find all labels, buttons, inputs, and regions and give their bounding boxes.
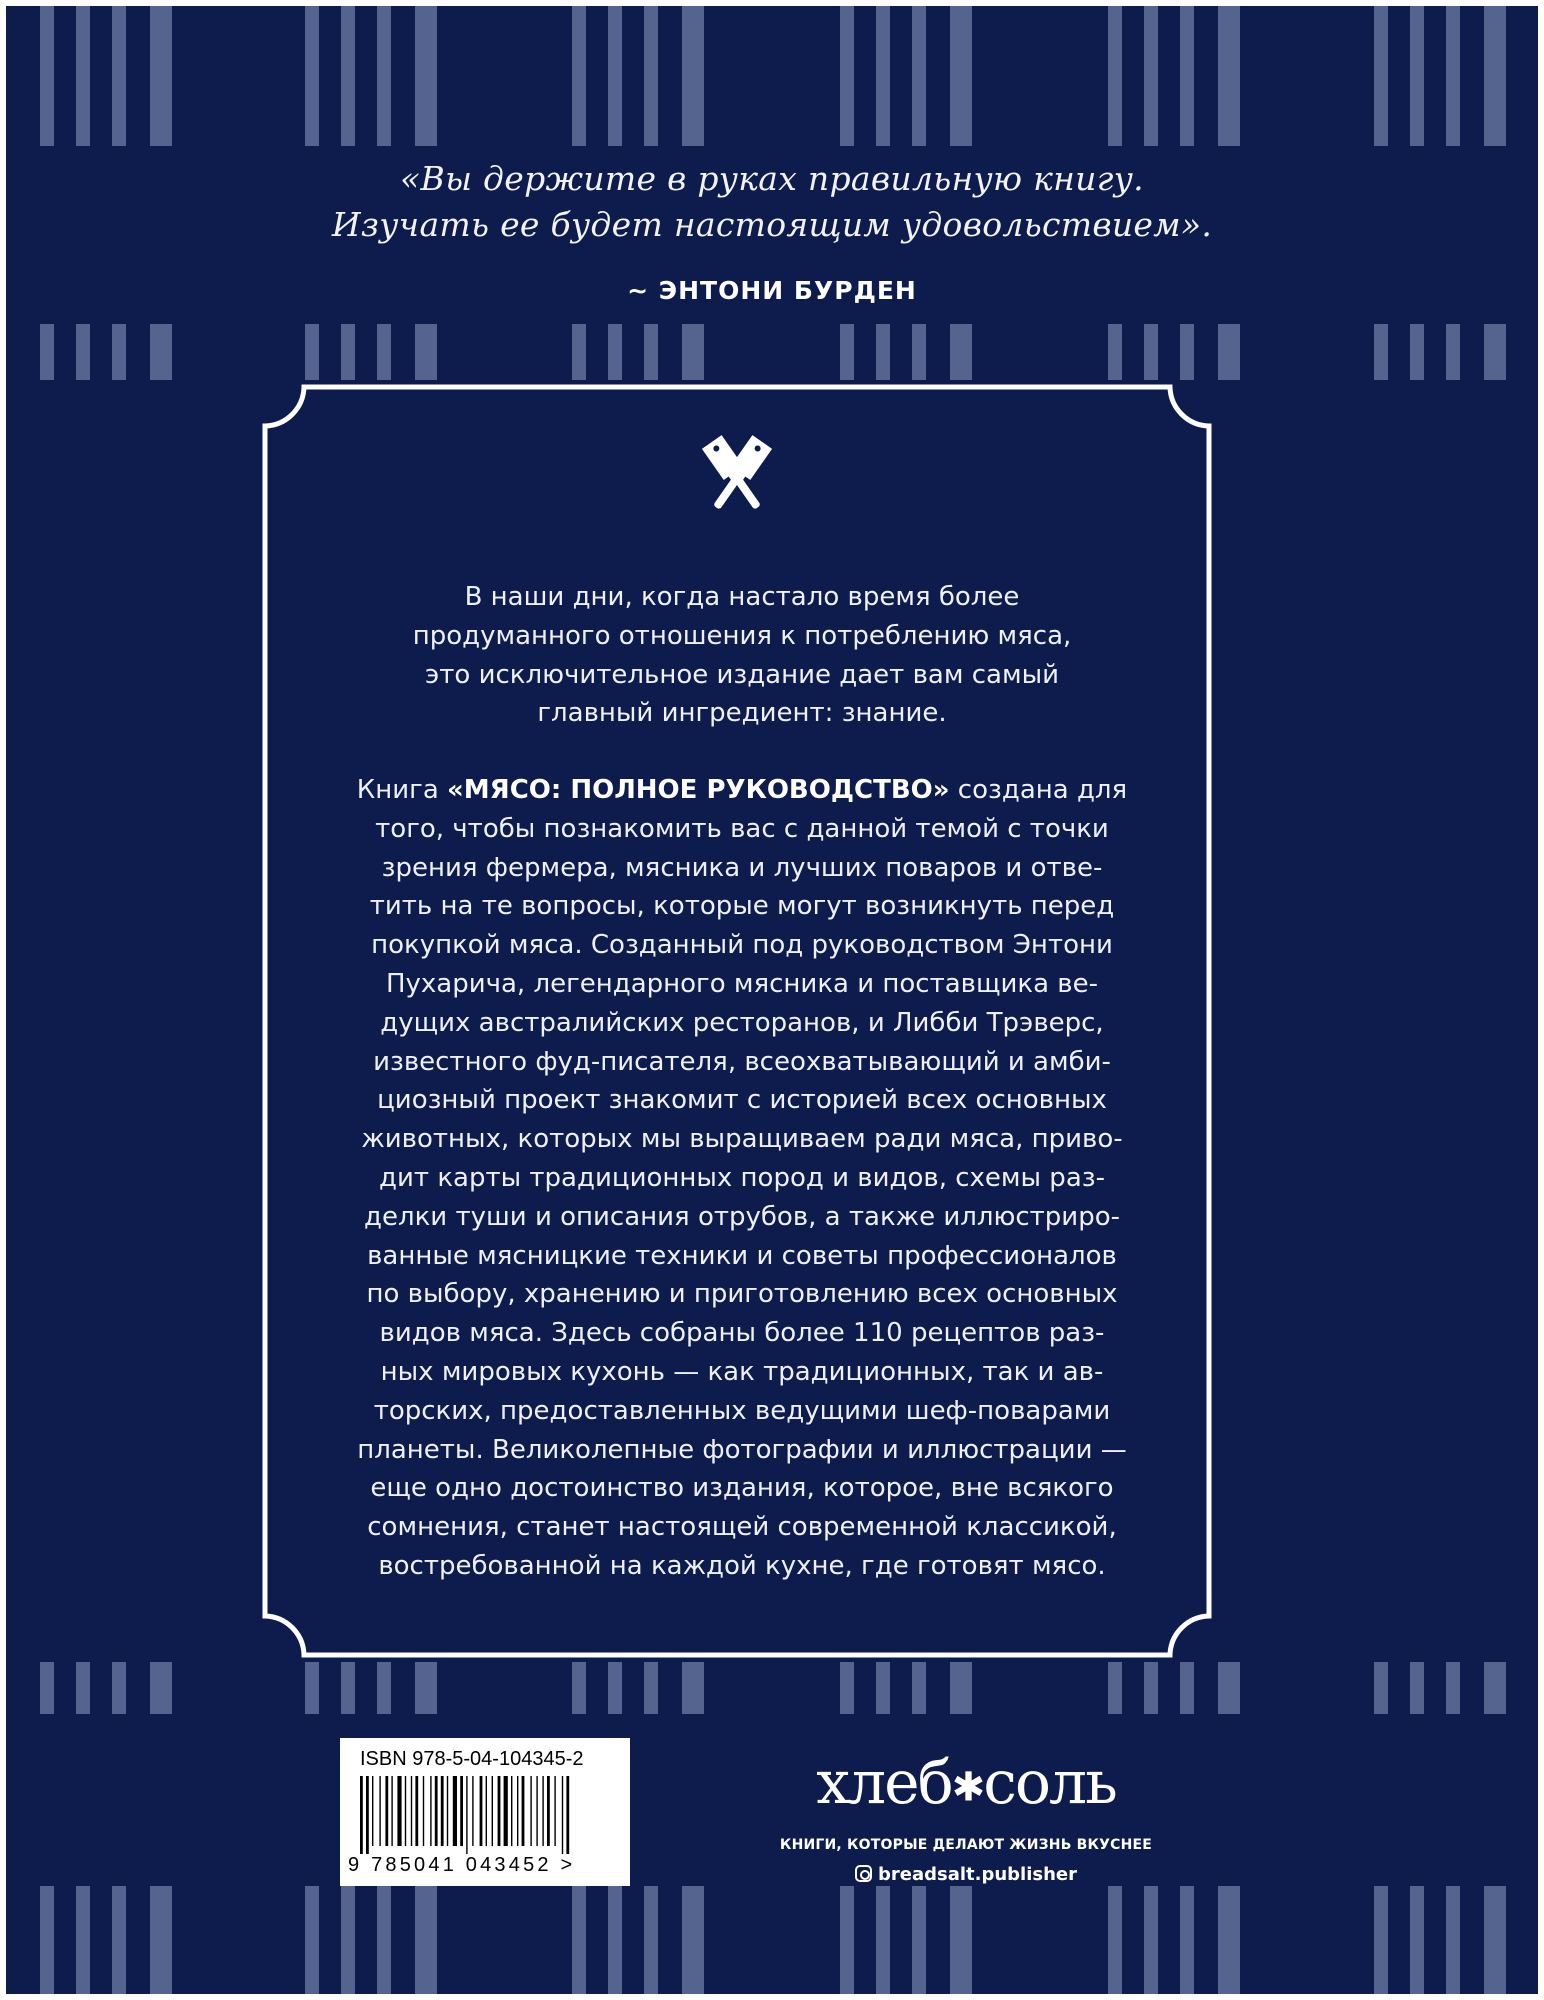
description-line: ных мировых кухонь — как традиционных, так и ав- (380, 1356, 1104, 1387)
barcode-bar (435, 1776, 438, 1846)
stripe (1144, 6, 1158, 146)
barcode-bar (423, 1776, 424, 1846)
stripe (1218, 6, 1240, 146)
quote (6, 156, 1538, 248)
barcode-bar (562, 1776, 563, 1854)
stripe (341, 1886, 355, 1994)
description-line: ванные мясницкие техники и советы профессионалов (367, 1240, 1117, 1271)
stripe (1218, 324, 1240, 380)
description-line: планеты. Великолепные фотографии и иллюстрации — (357, 1434, 1127, 1465)
description-line: циозный проект знакомит с историей всех основных (377, 1085, 1107, 1116)
description-line: Пухарича, легендарного мясника и поставщика ве- (385, 968, 1098, 999)
barcode-bar (498, 1776, 501, 1846)
stripe (150, 1886, 172, 1994)
stripe (608, 1662, 622, 1714)
stripe (912, 6, 926, 146)
crossed-cleavers-icon (687, 428, 787, 528)
stripe (40, 324, 54, 380)
stripe (1108, 1662, 1122, 1714)
stripe (150, 1662, 172, 1714)
stripe (415, 6, 437, 146)
stripe (1484, 324, 1506, 380)
stripe (876, 1662, 890, 1714)
stripe (1218, 1886, 1240, 1994)
publisher-tagline: КНИГИ, КОТОРЫЕ ДЕЛАЮТ ЖИЗНЬ ВКУСНЕЕ (779, 1837, 1153, 1853)
barcode-bar (530, 1776, 531, 1846)
stripe (912, 1886, 926, 1994)
barcode-bar (504, 1776, 508, 1846)
stripe (608, 324, 622, 380)
stripe (876, 6, 890, 146)
barcode-bar (566, 1776, 569, 1854)
stripe (912, 1662, 926, 1714)
stripe (682, 6, 704, 146)
stripe (840, 1886, 854, 1994)
barcode-bar (447, 1776, 448, 1846)
quote-author: ~ ЭНТОНИ БУРДЕН (627, 276, 917, 305)
stripe (1410, 6, 1424, 146)
barcode-bar (441, 1776, 444, 1846)
stripe (341, 1662, 355, 1714)
stripe (1144, 1886, 1158, 1994)
description-line: зрения фермера, мясника и лучших поваров и отве- (381, 852, 1103, 883)
stripe (76, 1886, 90, 1994)
stripe (572, 6, 586, 146)
description-prefix: Книга (356, 775, 448, 805)
stripe (1180, 1886, 1194, 1994)
stripe (950, 324, 972, 380)
stripe (305, 324, 319, 380)
stripe (876, 1886, 890, 1994)
description-line: животных, которых мы выращиваем ради мяса, приво- (361, 1124, 1123, 1155)
barcode-bar (511, 1776, 512, 1846)
publisher-logo (776, 1748, 1156, 1822)
stripe (840, 324, 854, 380)
description-line: по выбору, хранению и приготовлению всех основных (366, 1279, 1118, 1310)
stripe (150, 6, 172, 146)
stripe (305, 1886, 319, 1994)
stripe (682, 324, 704, 380)
description-line (302, 771, 1182, 810)
stripe (644, 6, 658, 146)
description-suffix: создана для (949, 775, 1128, 805)
barcode (360, 1776, 610, 1854)
description-paragraph (302, 771, 1182, 1586)
stripe (341, 324, 355, 380)
barcode-bar (411, 1776, 412, 1846)
barcode-bar (397, 1776, 401, 1846)
barcode-bar (385, 1776, 388, 1846)
stripe (150, 324, 172, 380)
stripe (1484, 1886, 1506, 1994)
stripe (377, 1886, 391, 1994)
isbn-barcode-block (340, 1738, 630, 1886)
logo-right: соль (983, 1748, 1116, 1818)
barcode-bar (492, 1776, 493, 1846)
stripe (1108, 324, 1122, 380)
description-line: еще одно достоинство издания, которое, вне всякого (370, 1473, 1114, 1504)
stripe (40, 1662, 54, 1714)
stripe (1446, 324, 1460, 380)
stripe (950, 6, 972, 146)
barcode-bar (486, 1776, 487, 1846)
stripe (644, 1886, 658, 1994)
intro-paragraph (302, 578, 1182, 733)
stripe (377, 6, 391, 146)
barcode-bar (547, 1776, 550, 1846)
stripe (415, 1662, 437, 1714)
stripe (76, 324, 90, 380)
stripe (1108, 6, 1122, 146)
barcode-bar (405, 1776, 406, 1846)
stripe (1374, 324, 1388, 380)
stripe (1144, 324, 1158, 380)
description-line: известного фуд-писателя, всеохватывающий и амби- (373, 1046, 1111, 1077)
stripe (1446, 6, 1460, 146)
stripe (112, 324, 126, 380)
stripe (415, 324, 437, 380)
stripe (682, 1886, 704, 1994)
stripe (644, 1662, 658, 1714)
stripe (1144, 1662, 1158, 1714)
stripe (341, 6, 355, 146)
stripe (1374, 1886, 1388, 1994)
stripe (40, 1886, 54, 1994)
logo-left: хлеб (816, 1748, 952, 1818)
logo-star-icon: ✱ (951, 1764, 984, 1811)
description-line: сомнения, станет настоящей современной классикой, (367, 1512, 1117, 1543)
stripe (1180, 6, 1194, 146)
stripe (644, 324, 658, 380)
stripe (1446, 1662, 1460, 1714)
barcode-bar (466, 1776, 467, 1854)
stripe (1484, 1662, 1506, 1714)
stripe (608, 1886, 622, 1994)
barcode-bar (542, 1776, 543, 1846)
stripe (1180, 324, 1194, 380)
barcode-bar (379, 1776, 380, 1846)
barcode-bar (360, 1776, 363, 1854)
stripe (1180, 1662, 1194, 1714)
instagram-icon (855, 1865, 872, 1882)
stripe (76, 1662, 90, 1714)
barcode-bar (430, 1776, 431, 1846)
description-line: видов мяса. Здесь собраны более 110 рецептов раз- (379, 1318, 1105, 1349)
stripe (950, 1886, 972, 1994)
stripe (112, 6, 126, 146)
intro-line: В наши дни, когда настало время более (464, 582, 1020, 612)
stripe (950, 1662, 972, 1714)
stripe (572, 1886, 586, 1994)
book-back-cover (6, 6, 1538, 1994)
isbn-label: ISBN 978-5-04-104345-2 (360, 1748, 584, 1770)
stripe (572, 324, 586, 380)
isbn-digits: 9 785041 043452 > (348, 1854, 576, 1876)
stripe (1374, 6, 1388, 146)
barcode-bar (554, 1776, 555, 1846)
stripe (1446, 1886, 1460, 1994)
stripe (1484, 6, 1506, 146)
description-line: дит карты традиционных пород и видов, схемы раз- (379, 1162, 1105, 1193)
stripe (377, 1662, 391, 1714)
stripe (1108, 1886, 1122, 1994)
stripe (1374, 1662, 1388, 1714)
stripe (1410, 1662, 1424, 1714)
intro-line: это исключительное издание дает вам самый (424, 659, 1059, 690)
description-line: востребованной на каждой кухне, где готовят мясо. (378, 1550, 1106, 1581)
stripe (112, 1886, 126, 1994)
description-line: тить на те вопросы, которые могут возникнуть перед (369, 891, 1115, 922)
barcode-bar (366, 1776, 369, 1854)
book-title: «МЯСО: ПОЛНОЕ РУКОВОДСТВО» (447, 775, 950, 805)
quote-line-2: Изучать ее будет настоящим удовольствием». (331, 205, 1213, 244)
barcode-bar (536, 1776, 537, 1846)
barcode-bar (372, 1776, 373, 1846)
quote-line-1: «Вы держите в руках правильную книгу. (400, 159, 1144, 198)
barcode-bar (517, 1776, 518, 1846)
barcode-bar (453, 1776, 457, 1846)
description-line: покупкой мяса. Созданный под руководством Энтони (371, 930, 1113, 961)
description-line: делки туши и описания отрубов, а также иллюстриро- (364, 1201, 1120, 1232)
stripe (876, 324, 890, 380)
barcode-bar (472, 1776, 473, 1846)
stripe (305, 1662, 319, 1714)
description-line: дущих австралийских ресторанов, и Либби Трэверс, (380, 1007, 1104, 1038)
description-line: того, чтобы познакомить вас с данной темой с точки (375, 813, 1109, 844)
stripe (840, 1662, 854, 1714)
barcode-bar (460, 1776, 463, 1846)
stripe (40, 6, 54, 146)
stripe (682, 1662, 704, 1714)
barcode-bar (522, 1776, 525, 1846)
stripe (377, 324, 391, 380)
stripe (572, 1662, 586, 1714)
barcode-bar (480, 1776, 483, 1846)
stripe (415, 1886, 437, 1994)
social-handle-text: breadsalt.publisher (877, 1864, 1077, 1885)
stripe (1410, 1886, 1424, 1994)
intro-line: продуманного отношения к потреблению мяса, (412, 620, 1072, 651)
barcode-bar (391, 1776, 392, 1846)
barcode-bar (415, 1776, 418, 1846)
intro-line: главный ингредиент: знание. (537, 698, 947, 729)
stripe (1218, 1662, 1240, 1714)
stripe (1410, 324, 1424, 380)
stripe (305, 6, 319, 146)
stripe (76, 6, 90, 146)
stripe (912, 324, 926, 380)
stripe (112, 1662, 126, 1714)
stripe (608, 6, 622, 146)
social-handle (776, 1864, 1156, 1885)
stripe (840, 6, 854, 146)
description-line: торских, предоставленных ведущими шеф-поварами (373, 1395, 1111, 1426)
